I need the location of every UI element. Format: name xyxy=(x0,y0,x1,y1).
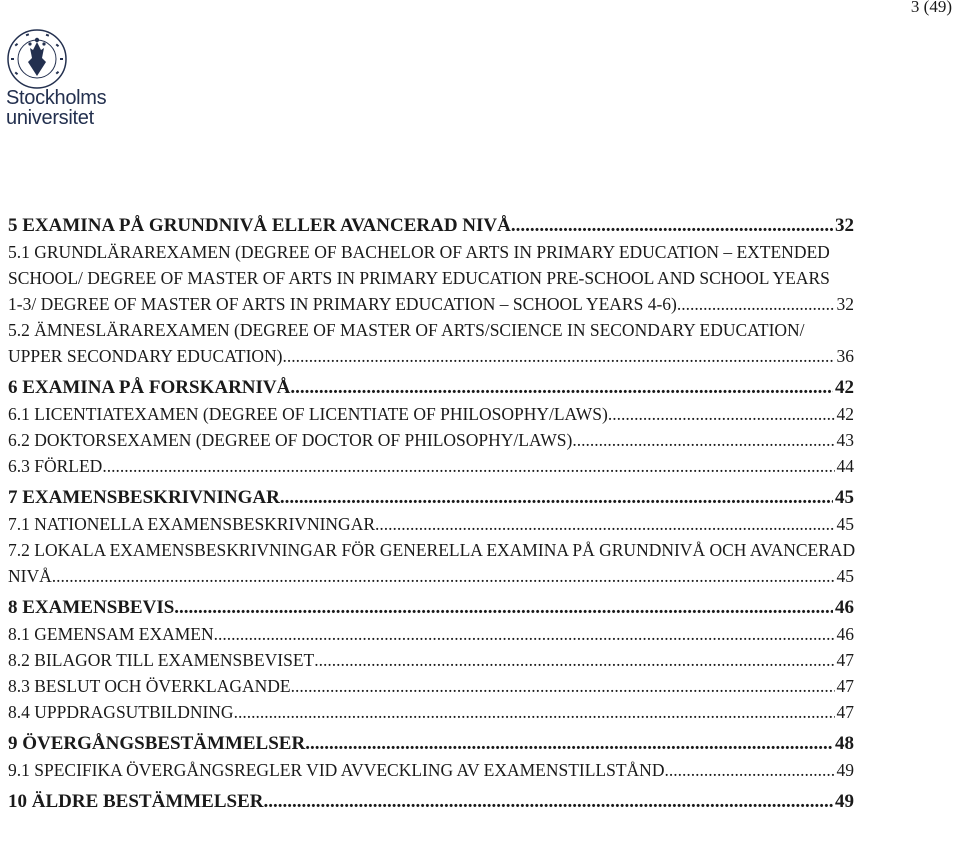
toc-entry-label: 8 EXAMENSBEVIS xyxy=(8,597,175,618)
toc-page-number: 45 xyxy=(836,514,854,534)
toc-page-number: 45 xyxy=(836,566,854,586)
toc-subentry[interactable] xyxy=(8,757,854,783)
toc-page-number: 49 xyxy=(836,760,854,780)
toc-leader-dots xyxy=(305,731,833,757)
toc-heading[interactable] xyxy=(8,375,854,401)
toc-page-number: 42 xyxy=(836,404,854,424)
toc-page-number: 32 xyxy=(835,215,854,236)
toc-page-number: 48 xyxy=(835,733,854,754)
logo-line-1: Stockholms xyxy=(6,87,107,109)
toc-page-number: 32 xyxy=(836,294,854,314)
toc-entry-label: 6.1 LICENTIATEXAMEN (DEGREE OF LICENTIATE OF PHILOSOPHY/LAWS) xyxy=(8,404,608,424)
toc-entry-label: SCHOOL/ DEGREE OF MASTER OF ARTS IN PRIMARY EDUCATION PRE-SCHOOL AND SCHOOL YEARS xyxy=(8,268,830,288)
toc-heading[interactable] xyxy=(8,731,854,757)
toc-leader-dots xyxy=(290,375,833,401)
toc-leader-dots xyxy=(291,673,835,699)
page-number: 3 (49) xyxy=(910,0,952,16)
toc-leader-dots xyxy=(214,621,835,647)
toc-entry-label: 8.3 BESLUT OCH ÖVERKLAGANDE xyxy=(8,676,291,696)
toc-page-number: 47 xyxy=(836,650,854,670)
toc-leader-dots xyxy=(234,699,835,725)
toc-entry-label: 7.1 NATIONELLA EXAMENSBESKRIVNINGAR xyxy=(8,514,376,534)
toc-subentry[interactable] xyxy=(8,401,854,427)
toc-page-number: 46 xyxy=(836,624,854,644)
toc-entry-label: 6.2 DOKTORSEXAMEN (DEGREE OF DOCTOR OF PHILOSOPHY/LAWS) xyxy=(8,430,573,450)
toc-leader-dots xyxy=(174,595,833,621)
toc-page-number: 46 xyxy=(835,597,854,618)
toc-heading[interactable] xyxy=(8,213,854,239)
toc-leader-dots xyxy=(102,453,834,479)
toc-leader-dots xyxy=(280,485,833,511)
toc-leader-dots xyxy=(314,647,834,673)
toc-subentry[interactable] xyxy=(8,647,854,673)
toc-entry-label: 9.1 SPECIFIKA ÖVERGÅNGSREGLER VID AVVECKLING AV EXAMENSTILLSTÅND xyxy=(8,760,665,780)
toc-entry-label: 5 EXAMINA PÅ GRUNDNIVÅ ELLER AVANCERAD NIVÅ xyxy=(8,215,511,236)
toc-leader-dots xyxy=(511,213,833,239)
toc-page-number: 44 xyxy=(836,456,854,476)
toc-page-number: 47 xyxy=(836,676,854,696)
toc-entry-label: NIVÅ xyxy=(8,566,52,586)
toc-entry-label: 5.1 GRUNDLÄRAREXAMEN (DEGREE OF BACHELOR OF ARTS IN PRIMARY EDUCATION – EXTENDED xyxy=(8,242,830,262)
toc-subentry[interactable] xyxy=(8,699,854,725)
toc-subentry[interactable] xyxy=(8,239,854,317)
toc-subentry[interactable] xyxy=(8,427,854,453)
university-seal-icon xyxy=(6,28,68,90)
toc-subentry[interactable] xyxy=(8,511,854,537)
toc-leader-dots xyxy=(608,401,835,427)
toc-entry-label: 10 ÄLDRE BESTÄMMELSER xyxy=(8,791,264,812)
toc-entry-label: 1-3/ DEGREE OF MASTER OF ARTS IN PRIMARY EDUCATION – SCHOOL YEARS 4-6) xyxy=(8,294,677,314)
toc-page-number: 45 xyxy=(835,487,854,508)
toc-entry-label: 6.3 FÖRLED xyxy=(8,456,103,476)
toc-leader-dots xyxy=(283,343,835,369)
toc-page-number: 36 xyxy=(836,346,854,366)
toc-entry-label: 8.1 GEMENSAM EXAMEN xyxy=(8,624,214,644)
toc-subentry[interactable] xyxy=(8,453,854,479)
toc-entry-label: 7 EXAMENSBESKRIVNINGAR xyxy=(8,487,280,508)
toc-leader-dots xyxy=(52,563,835,589)
toc-leader-dots xyxy=(375,511,834,537)
toc-leader-dots xyxy=(264,789,834,815)
toc-leader-dots xyxy=(677,291,835,317)
toc-page-number: 43 xyxy=(836,430,854,450)
toc-entry-label: 6 EXAMINA PÅ FORSKARNIVÅ xyxy=(8,377,291,398)
toc-entry-label: 9 ÖVERGÅNGSBESTÄMMELSER xyxy=(8,733,306,754)
toc-subentry[interactable] xyxy=(8,673,854,699)
toc-page-number: 47 xyxy=(836,702,854,722)
university-logo xyxy=(6,28,136,128)
table-of-contents xyxy=(8,207,854,815)
toc-entry-label: 8.4 UPPDRAGSUTBILDNING xyxy=(8,702,234,722)
university-name xyxy=(6,88,106,128)
toc-page-number: 42 xyxy=(835,377,854,398)
toc-subentry[interactable] xyxy=(8,621,854,647)
toc-heading[interactable] xyxy=(8,485,854,511)
toc-subentry[interactable] xyxy=(8,537,854,589)
toc-entry-label: 5.2 ÄMNESLÄRAREXAMEN (DEGREE OF MASTER OF ARTS/SCIENCE IN SECONDARY EDUCATION/ xyxy=(8,320,805,340)
toc-page-number: 49 xyxy=(835,791,854,812)
toc-subentry[interactable] xyxy=(8,317,854,369)
toc-entry-label: UPPER SECONDARY EDUCATION) xyxy=(8,346,283,366)
toc-leader-dots xyxy=(572,427,834,453)
toc-entry-label: 7.2 LOKALA EXAMENSBESKRIVNINGAR FÖR GENERELLA EXAMINA PÅ GRUNDNIVÅ OCH AVANCERAD xyxy=(8,540,856,560)
toc-heading[interactable] xyxy=(8,595,854,621)
toc-leader-dots xyxy=(664,757,834,783)
logo-line-2: universitet xyxy=(6,107,94,129)
toc-entry-label: 8.2 BILAGOR TILL EXAMENSBEVISET xyxy=(8,650,315,670)
toc-heading[interactable] xyxy=(8,789,854,815)
